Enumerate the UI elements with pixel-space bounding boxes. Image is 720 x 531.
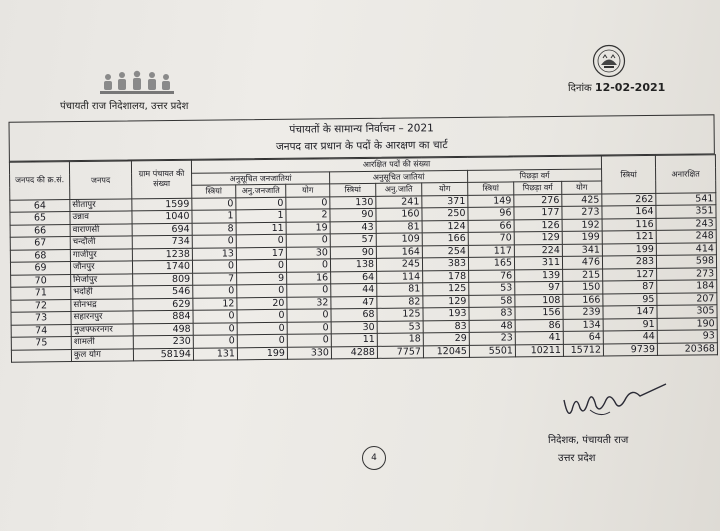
row-sc-women: 90 bbox=[330, 246, 376, 259]
row-st-women: 0 bbox=[192, 260, 236, 273]
row-women: 164 bbox=[602, 205, 656, 218]
row-st-sum: 0 bbox=[286, 234, 330, 247]
row-obc: 276 bbox=[514, 194, 562, 207]
row-sc-caste: 241 bbox=[376, 195, 422, 208]
row-women: 121 bbox=[602, 230, 656, 243]
row-obc-sum: 239 bbox=[563, 306, 603, 319]
col-obc-total: योग bbox=[562, 181, 602, 194]
table-body bbox=[10, 192, 718, 349]
row-obc: 97 bbox=[515, 281, 563, 294]
row-sc-caste: 53 bbox=[377, 320, 423, 333]
page-number: 4 bbox=[362, 446, 386, 470]
title-line-2: जनपद वार प्रधान के पदों के आरक्षण का चार्ट bbox=[275, 139, 448, 153]
total-unreserved: 20368 bbox=[657, 342, 717, 355]
col-reserved-group: आरक्षित पदों की संख्या bbox=[191, 156, 601, 173]
row-st-women: 0 bbox=[193, 310, 237, 323]
row-sc-women: 68 bbox=[331, 308, 377, 321]
row-obc-sum: 215 bbox=[563, 268, 603, 281]
row-obc-women: 96 bbox=[468, 207, 514, 220]
row-unreserved: 190 bbox=[657, 317, 717, 330]
row-st-women: 0 bbox=[193, 335, 237, 348]
row-st-women: 0 bbox=[193, 285, 237, 298]
row-unreserved: 305 bbox=[657, 305, 717, 318]
col-sno: जनपद की क्र.सं. bbox=[9, 162, 69, 200]
col-gp-count: ग्राम पंचायत की संख्या bbox=[131, 160, 191, 198]
row-sno: 72 bbox=[11, 299, 71, 312]
row-st-sum: 0 bbox=[287, 284, 331, 297]
row-st-tribe: 17 bbox=[236, 247, 286, 260]
total-label: कुल योग bbox=[71, 348, 133, 361]
row-unreserved: 414 bbox=[656, 242, 716, 255]
row-sno: 74 bbox=[11, 324, 71, 337]
row-st-tribe: 0 bbox=[237, 322, 287, 335]
row-district: सहारनपुर bbox=[71, 311, 133, 324]
total-st-women: 131 bbox=[193, 347, 237, 360]
row-sc-sum: 254 bbox=[422, 245, 468, 258]
row-women: 87 bbox=[603, 280, 657, 293]
row-women: 91 bbox=[603, 318, 657, 331]
col-women-alone: स्त्रियां bbox=[601, 155, 655, 193]
row-gp: 1238 bbox=[132, 248, 192, 261]
row-sc-women: 130 bbox=[330, 196, 376, 209]
row-obc: 129 bbox=[514, 231, 562, 244]
row-st-tribe: 1 bbox=[236, 209, 286, 222]
reservation-table bbox=[9, 154, 718, 362]
row-obc-women: 149 bbox=[468, 194, 514, 207]
row-sno: 69 bbox=[10, 262, 70, 275]
row-obc: 41 bbox=[515, 331, 563, 344]
row-sc-women: 138 bbox=[330, 258, 376, 271]
row-sc-women: 11 bbox=[331, 333, 377, 346]
row-st-tribe: 20 bbox=[237, 297, 287, 310]
row-sno: 67 bbox=[10, 237, 70, 250]
row-sno: 64 bbox=[10, 199, 70, 212]
row-st-sum: 30 bbox=[286, 246, 330, 259]
row-obc-sum: 425 bbox=[562, 193, 602, 206]
reservation-chart bbox=[9, 114, 718, 411]
row-obc-women: 83 bbox=[469, 307, 515, 320]
row-sno: 71 bbox=[11, 287, 71, 300]
row-st-sum: 0 bbox=[287, 334, 331, 347]
up-state-emblem bbox=[592, 44, 626, 78]
col-sc-group: अनुसूचित जातियां bbox=[330, 170, 468, 184]
row-sno: 75 bbox=[11, 337, 71, 350]
row-district: गाजीपुर bbox=[70, 248, 132, 261]
row-district: चन्दौली bbox=[70, 236, 132, 249]
row-sc-sum: 383 bbox=[422, 257, 468, 270]
row-unreserved: 207 bbox=[657, 292, 717, 305]
row-sc-caste: 109 bbox=[376, 233, 422, 246]
row-obc-sum: 150 bbox=[563, 281, 603, 294]
row-women: 95 bbox=[603, 293, 657, 306]
row-unreserved: 541 bbox=[656, 192, 716, 205]
row-sno: 66 bbox=[10, 224, 70, 237]
row-obc-women: 76 bbox=[469, 269, 515, 282]
row-obc-women: 117 bbox=[468, 244, 514, 257]
date-label: दिनांक bbox=[568, 83, 592, 94]
row-sc-women: 90 bbox=[330, 208, 376, 221]
row-sc-sum: 178 bbox=[423, 270, 469, 283]
row-sc-women: 57 bbox=[330, 233, 376, 246]
row-district: सीतापुर bbox=[70, 198, 132, 211]
row-obc-women: 165 bbox=[468, 257, 514, 270]
total-sc-sum: 12045 bbox=[423, 345, 469, 358]
row-obc-sum: 192 bbox=[562, 218, 602, 231]
row-women: 147 bbox=[603, 305, 657, 318]
row-district: शामली bbox=[71, 336, 133, 349]
row-sc-caste: 18 bbox=[377, 333, 423, 346]
row-st-sum: 19 bbox=[286, 221, 330, 234]
row-sc-women: 44 bbox=[331, 283, 377, 296]
panchayati-raj-logo bbox=[98, 68, 176, 100]
row-sc-women: 64 bbox=[331, 271, 377, 284]
row-unreserved: 248 bbox=[656, 230, 716, 243]
total-obc-sum: 15712 bbox=[563, 343, 603, 356]
col-obc-women: स्त्रियां bbox=[468, 182, 514, 195]
row-sno: 65 bbox=[10, 212, 70, 225]
signature bbox=[560, 380, 670, 426]
row-obc-women: 53 bbox=[469, 282, 515, 295]
col-sc-caste: अनु.जाति bbox=[376, 183, 422, 196]
row-sno: 70 bbox=[11, 274, 71, 287]
signatory-title: निदेशक, पंचायती राज bbox=[548, 435, 629, 446]
row-st-sum: 2 bbox=[286, 209, 330, 222]
row-women: 44 bbox=[603, 330, 657, 343]
row-sc-sum: 29 bbox=[423, 332, 469, 345]
row-obc-sum: 166 bbox=[563, 293, 603, 306]
row-unreserved: 93 bbox=[657, 330, 717, 343]
total-st-sum: 330 bbox=[287, 346, 331, 359]
row-st-women: 0 bbox=[192, 235, 236, 248]
row-obc-sum: 134 bbox=[563, 318, 603, 331]
row-gp: 546 bbox=[133, 285, 193, 298]
row-obc: 177 bbox=[514, 206, 562, 219]
row-sc-women: 43 bbox=[330, 221, 376, 234]
row-obc-women: 48 bbox=[469, 319, 515, 332]
row-obc: 224 bbox=[514, 244, 562, 257]
col-obc-group: पिछड़ा वर्ग bbox=[468, 168, 602, 182]
row-gp: 230 bbox=[133, 335, 193, 348]
row-obc: 311 bbox=[514, 256, 562, 269]
row-sc-sum: 193 bbox=[423, 307, 469, 320]
row-obc: 139 bbox=[515, 269, 563, 282]
row-unreserved: 273 bbox=[657, 267, 717, 280]
row-st-women: 13 bbox=[192, 247, 236, 260]
row-sc-sum: 371 bbox=[422, 195, 468, 208]
row-sc-caste: 245 bbox=[376, 258, 422, 271]
col-unreserved: अनारक्षित bbox=[655, 155, 715, 193]
row-st-sum: 32 bbox=[287, 296, 331, 309]
row-st-women: 12 bbox=[193, 297, 237, 310]
row-obc-women: 70 bbox=[468, 232, 514, 245]
row-sc-sum: 250 bbox=[422, 207, 468, 220]
col-sc-total: योग bbox=[422, 182, 468, 195]
row-st-tribe: 0 bbox=[236, 234, 286, 247]
row-st-tribe: 11 bbox=[236, 222, 286, 235]
row-st-tribe: 9 bbox=[237, 272, 287, 285]
total-sno bbox=[11, 349, 71, 362]
row-women: 283 bbox=[602, 255, 656, 268]
row-st-tribe: 0 bbox=[236, 197, 286, 210]
date-line bbox=[568, 80, 665, 94]
row-sc-sum: 129 bbox=[423, 295, 469, 308]
row-st-tribe: 0 bbox=[237, 334, 287, 347]
col-district: जनपद bbox=[69, 161, 131, 199]
col-st-group: अनुसूचित जनजातियां bbox=[192, 171, 330, 185]
row-unreserved: 351 bbox=[656, 205, 716, 218]
col-obc: पिछड़ा वर्ग bbox=[514, 181, 562, 194]
row-district: मिर्जापुर bbox=[71, 273, 133, 286]
row-st-women: 0 bbox=[193, 322, 237, 335]
row-gp: 1740 bbox=[132, 260, 192, 273]
row-st-women: 1 bbox=[192, 210, 236, 223]
row-gp: 498 bbox=[133, 323, 193, 336]
row-sc-caste: 125 bbox=[377, 308, 423, 321]
row-sc-women: 30 bbox=[331, 321, 377, 334]
row-sno: 73 bbox=[11, 312, 71, 325]
total-obc: 10211 bbox=[515, 344, 563, 357]
row-unreserved: 243 bbox=[656, 217, 716, 230]
col-sc-women: स्त्रियां bbox=[330, 183, 376, 196]
row-st-sum: 16 bbox=[287, 271, 331, 284]
row-sc-sum: 83 bbox=[423, 320, 469, 333]
row-unreserved: 184 bbox=[657, 280, 717, 293]
row-sc-caste: 164 bbox=[376, 245, 422, 258]
total-sc-women: 4288 bbox=[331, 346, 377, 359]
row-obc: 126 bbox=[514, 219, 562, 232]
row-gp: 734 bbox=[132, 235, 192, 248]
row-st-women: 8 bbox=[192, 222, 236, 235]
row-obc-sum: 476 bbox=[562, 256, 602, 269]
row-st-tribe: 0 bbox=[237, 284, 287, 297]
row-obc-sum: 341 bbox=[562, 243, 602, 256]
row-obc-sum: 199 bbox=[562, 231, 602, 244]
row-st-sum: 0 bbox=[286, 259, 330, 272]
row-sc-caste: 81 bbox=[376, 220, 422, 233]
row-obc-sum: 64 bbox=[563, 331, 603, 344]
row-obc-women: 58 bbox=[469, 294, 515, 307]
row-district: भदोही bbox=[71, 286, 133, 299]
row-st-sum: 0 bbox=[286, 196, 330, 209]
row-gp: 809 bbox=[133, 273, 193, 286]
row-sc-caste: 82 bbox=[377, 295, 423, 308]
row-gp: 694 bbox=[132, 223, 192, 236]
total-sc-caste: 7757 bbox=[377, 345, 423, 358]
row-sno: 68 bbox=[10, 249, 70, 262]
row-women: 127 bbox=[603, 268, 657, 281]
total-obc-women: 5501 bbox=[469, 344, 515, 357]
col-st-women: स्त्रियां bbox=[192, 185, 236, 198]
row-sc-caste: 114 bbox=[377, 270, 423, 283]
row-obc-sum: 273 bbox=[562, 206, 602, 219]
row-district: मुजफ्फरनगर bbox=[71, 323, 133, 336]
row-st-women: 7 bbox=[193, 272, 237, 285]
row-sc-sum: 125 bbox=[423, 282, 469, 295]
row-district: सोनभद्र bbox=[71, 298, 133, 311]
row-obc: 108 bbox=[515, 294, 563, 307]
col-st-total: योग bbox=[286, 184, 330, 197]
row-sc-caste: 160 bbox=[376, 208, 422, 221]
row-gp: 629 bbox=[133, 298, 193, 311]
row-gp: 884 bbox=[133, 310, 193, 323]
row-unreserved: 598 bbox=[656, 255, 716, 268]
row-obc-women: 23 bbox=[469, 332, 515, 345]
row-women: 262 bbox=[602, 193, 656, 206]
row-st-sum: 0 bbox=[287, 321, 331, 334]
row-obc-women: 66 bbox=[468, 219, 514, 232]
row-st-tribe: 0 bbox=[237, 309, 287, 322]
total-women: 9739 bbox=[603, 343, 657, 356]
row-gp: 1599 bbox=[132, 198, 192, 211]
signatory-state: उत्तर प्रदेश bbox=[558, 453, 596, 464]
row-women: 199 bbox=[602, 243, 656, 256]
row-gp: 1040 bbox=[132, 210, 192, 223]
row-sc-sum: 166 bbox=[422, 232, 468, 245]
row-sc-sum: 124 bbox=[422, 220, 468, 233]
row-st-tribe: 0 bbox=[236, 259, 286, 272]
row-district: उन्नाव bbox=[70, 211, 132, 224]
date-value: 12-02-2021 bbox=[594, 81, 666, 94]
row-st-women: 0 bbox=[192, 197, 236, 210]
row-obc: 156 bbox=[515, 306, 563, 319]
row-st-sum: 0 bbox=[287, 309, 331, 322]
row-women: 116 bbox=[602, 218, 656, 231]
org-name: पंचायती राज निदेशालय, उत्तर प्रदेश bbox=[60, 101, 189, 112]
row-obc: 86 bbox=[515, 319, 563, 332]
row-district: जौनपुर bbox=[70, 261, 132, 274]
total-gp: 58194 bbox=[133, 348, 193, 361]
row-district: वाराणसी bbox=[70, 223, 132, 236]
total-st-tribe: 199 bbox=[237, 347, 287, 360]
row-sc-women: 47 bbox=[331, 296, 377, 309]
title-line-1: पंचायतों के सामान्य निर्वाचन – 2021 bbox=[289, 122, 434, 136]
col-st-tribe: अनु.जनजाति bbox=[236, 184, 286, 197]
row-sc-caste: 81 bbox=[377, 283, 423, 296]
